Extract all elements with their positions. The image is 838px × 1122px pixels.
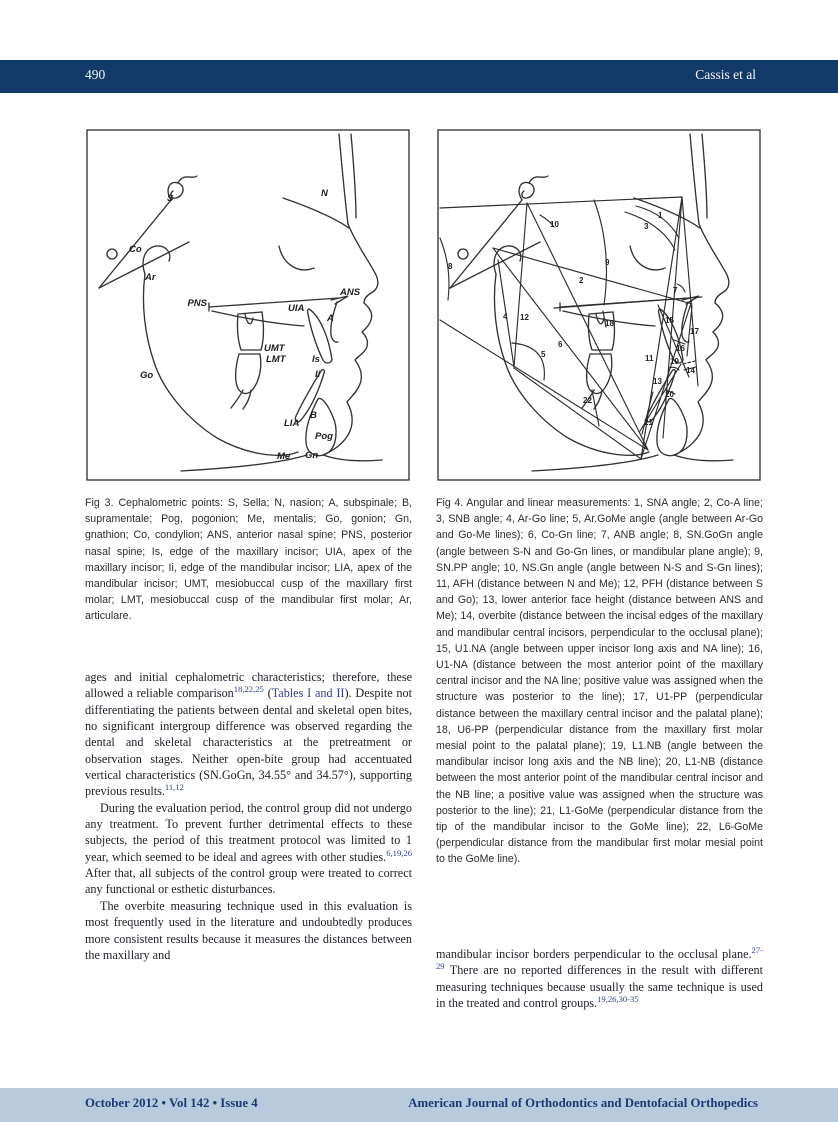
citation-reference[interactable]: 19,26,30-35 xyxy=(597,993,639,1004)
ceph-point-label: Pog xyxy=(315,431,333,442)
measurement-number: 11 xyxy=(645,354,654,363)
measurement-number: 20 xyxy=(665,390,674,399)
ceph-point-label: S xyxy=(167,193,174,204)
page-header-bar xyxy=(0,60,838,93)
ceph-point-label: B xyxy=(310,410,317,421)
text-run: The overbite measuring technique used in this evaluation is most frequently used in the literature and undoubtedly produces more consistent results because it measures the distances between the maxillary and xyxy=(85,898,412,962)
ceph-point-label: Ar xyxy=(145,272,156,283)
figure-3-caption: Fig 3. Cephalometric points: S, Sella; N, nasion; A, subspinale; B, supramentale; Pog, pogonion; Me, mentalis; Go, gonion; Gn, gnathion; Co, condylion; ANS, anterior nasal spine; PNS, posterior nasal spine; Is, edge of the maxillary incisor; UIA, apex of the maxillary incisor; Ii, edge of the mandibular incisor; LIA, apex of the mandibular incisor; UMT, mesiobuccal cusp of the maxillary first molar; LMT, mesiobuccal cusp of the mandibular first molar; Ar, articulare. xyxy=(85,497,412,623)
measurement-number: 17 xyxy=(690,327,699,336)
ceph-point-label: ANS xyxy=(340,287,361,298)
measurement-number: 9 xyxy=(605,258,610,267)
citation-reference[interactable]: 6,19,26 xyxy=(386,847,412,858)
text-run: After that, all subjects of the control group were treated to correct any functional or esthetic disturbances. xyxy=(85,866,412,897)
figure-4 xyxy=(436,128,762,482)
ceph-point-label: A xyxy=(327,313,334,324)
measurement-number: 10 xyxy=(550,220,559,229)
ceph-point-label: Co xyxy=(129,244,142,255)
body-paragraph xyxy=(85,898,412,963)
measurement-number: 21 xyxy=(644,418,653,427)
body-paragraph xyxy=(85,800,412,898)
measurement-number: 15 xyxy=(665,316,674,325)
text-run: During the evaluation period, the control group did not undergo any treatment. To prevent further detrimental effects to these subjects, the period of this treatment protocol was limited to 1 year, which seemed to be ideal and agrees with other studies. xyxy=(85,800,412,864)
citation-reference[interactable]: 18,22,25 xyxy=(233,684,264,695)
text-run: mandibular incisor borders perpendicular to the occlusal plane. xyxy=(436,947,752,961)
fig3-point-labels xyxy=(129,188,361,462)
cephalometric-measurements-figure xyxy=(436,128,762,482)
ceph-point-label: N xyxy=(321,188,328,199)
ceph-point-label: LMT xyxy=(266,354,286,365)
journal-name: American Journal of Orthodontics and Dentofacial Orthopedics xyxy=(408,1096,758,1110)
text-run: ages and initial cephalometric characteristics; therefore, these allowed a reliable comparison xyxy=(85,670,412,701)
ceph-point-label: Me xyxy=(277,451,291,462)
body-paragraph xyxy=(436,946,763,1011)
issue-info: October 2012 • Vol 142 • Issue 4 xyxy=(85,1096,258,1110)
page-footer-bar xyxy=(0,1088,838,1122)
ceph-point-label: Is xyxy=(312,354,320,365)
text-run: There are no reported differences in the result with different measuring techniques because usually the same technique is used in the treated and control groups. xyxy=(436,963,763,1011)
ceph-point-label: LIA xyxy=(284,418,300,429)
ceph-point-label: UIA xyxy=(288,303,305,314)
measurement-number: 8 xyxy=(448,262,453,271)
page-number: 490 xyxy=(85,67,106,82)
measurement-number: 19 xyxy=(670,357,679,366)
table-reference-link[interactable]: Tables I and II xyxy=(271,686,345,701)
measurement-number: 3 xyxy=(644,222,649,231)
body-column-right xyxy=(436,946,763,1011)
measurement-number: 6 xyxy=(558,340,563,349)
measurement-number: 12 xyxy=(520,313,529,322)
text-run: ). Despite not differentiating the patients between dental and skeletal open bites, no significant intergroup difference was observed regarding the dental and skeletal characteristics at the pretreatment or observation stages. Neither open-bite group had accentuated vertical characteristics (SN.GoGn, 34.55° and 34.57°), supporting previous results. xyxy=(85,686,412,799)
ceph-point-label: UMT xyxy=(264,343,285,354)
body-paragraph xyxy=(85,669,412,800)
cephalometric-points-figure xyxy=(85,128,411,482)
measurement-number: 16 xyxy=(676,344,685,353)
citation-reference[interactable]: 11,12 xyxy=(164,782,184,793)
measurement-number: 1 xyxy=(658,211,663,220)
measurement-number: 13 xyxy=(653,377,662,386)
measurement-number: 14 xyxy=(686,366,695,375)
figure-4-caption: Fig 4. Angular and linear measurements: 1, SNA angle; 2, Co-A line; 3, SNB angle; 4, Ar-Go line; 5, Ar.GoMe angle (angle between Ar-Go and Go-Me lines); 6, Co-Gn line; 7, ANB angle; 8, SN.GoGn angle (angle between S-N and Go-Gn lines, or mandibular plane angle); 9, SN.PP angle; 10, NS.Gn angle (angle between N-S and S-Gn lines); 11, AFH (distance between N and Me); 12, PFH (distance between S and Go); 13, lower anterior face height (distance between ANS and Me); 14, overbite (distance between the incisal edges of the maxillary and mandibular central incisors, perpendicular to the occlusal plane); 15, U1.NA (angle between upper incisor long axis and NA line); 16, U1-NA (distance between the most anterior point of the maxillary central incisor and the NA line; positive value was assigned when the structure was posterior to the line); 17, U1-PP (perpendicular distance between the maxillary central incisor and the palatal plane); 18, U6-PP (perpendicular distance from the maxillary first molar mesial point to the palatal plane); 19, L1.NB (angle between the mandibular incisor long axis and the NB line); 20, L1-NB (distance between the most anterior point of the mandibular central incisor and the NB line; a positive value was assigned when the structure was posterior to the line); 21, L1-GoMe (perpendicular distance from the tip of the mandibular incisor to the GoMe line); 22, L6-GoMe (perpendicular distance from the mandibular first molar mesial point to the GoMe line). xyxy=(436,497,763,866)
ceph-point-label: Go xyxy=(140,370,154,381)
citation-reference[interactable]: 27-29 xyxy=(436,944,763,972)
body-column-left xyxy=(85,669,412,963)
ceph-point-label: PNS xyxy=(187,298,207,309)
measurement-number: 4 xyxy=(503,312,508,321)
text-run: ( xyxy=(263,686,272,701)
ceph-point-label: Ii xyxy=(315,369,321,380)
measurement-number: 2 xyxy=(579,276,584,285)
figure-3 xyxy=(85,128,411,482)
measurement-number: 7 xyxy=(673,286,678,295)
measurement-number: 5 xyxy=(541,350,546,359)
measurement-number: 18 xyxy=(605,319,614,328)
measurement-number: 22 xyxy=(583,396,592,405)
running-head: Cassis et al xyxy=(695,67,756,82)
ceph-point-label: Gn xyxy=(305,450,319,461)
